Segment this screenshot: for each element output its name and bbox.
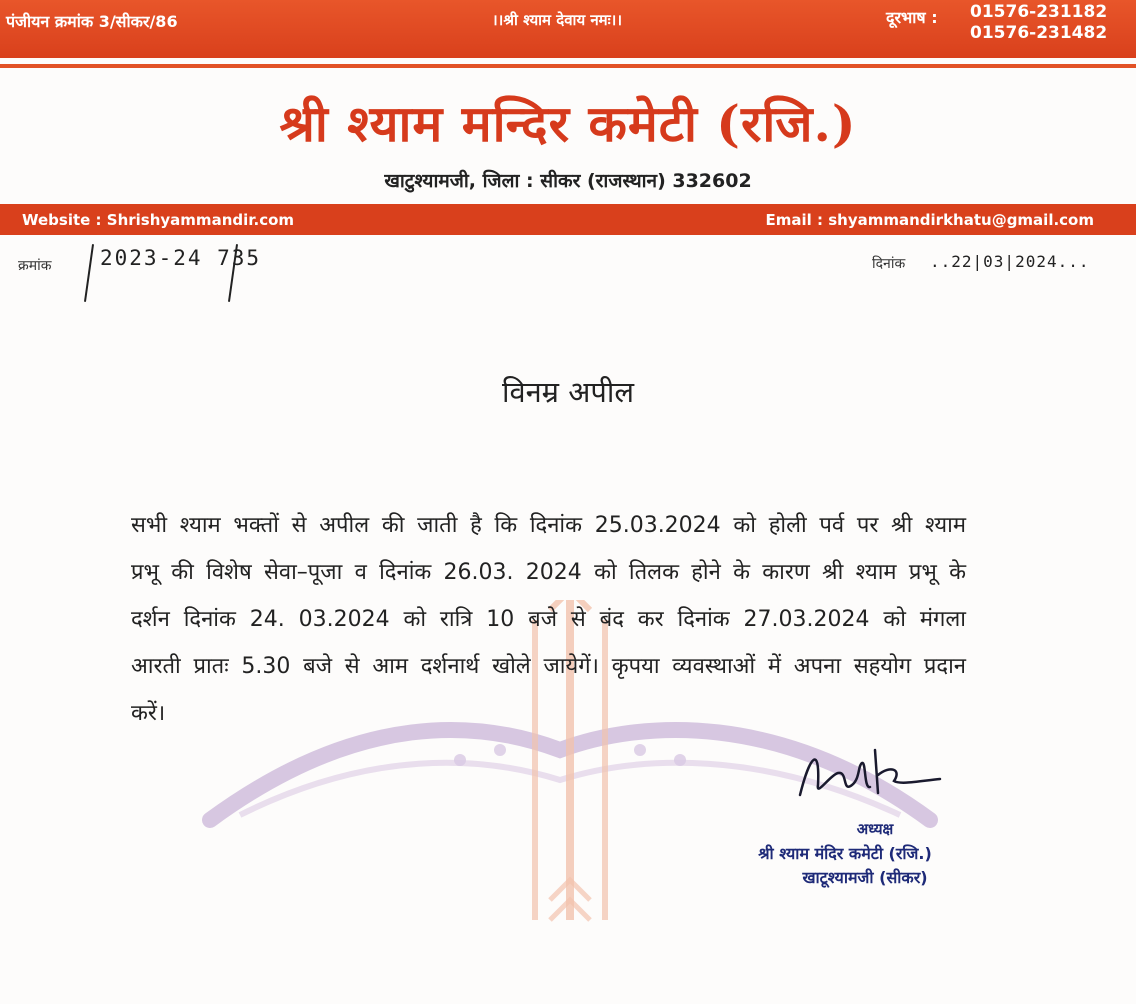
mantra: ।।श्री श्याम देवाय नमः।। <box>492 11 623 29</box>
contact-bar <box>0 204 1136 235</box>
header-bar <box>0 0 1136 58</box>
reference-number: 2023-24 735 <box>100 246 262 270</box>
signatory-block <box>700 818 990 890</box>
website: Website : Shrishyammandir.com <box>22 211 295 229</box>
signature <box>790 735 950 805</box>
email: Email : shyammandirkhatu@gmail.com <box>765 211 1094 229</box>
phone-number-1: 01576-231182 <box>970 2 1108 22</box>
organization-name: श्री श्याम मन्दिर कमेटी (रजि.) <box>279 94 857 153</box>
registration-number: पंजीयन क्रमांक 3/सीकर/86 <box>6 12 178 31</box>
phone-number-2: 01576-231482 <box>970 23 1108 43</box>
letter-date: ..22|03|2024... <box>930 252 1090 271</box>
signatory-committee: श्री श्याम मंदिर कमेटी (रजि.) <box>758 844 932 863</box>
phone-label: दूरभाष : <box>886 8 938 27</box>
ref-stroke-1 <box>84 244 94 302</box>
letter-body: सभी श्याम भक्तों से अपील की जाती है कि दिनांक 25.03.2024 को होली पर्व पर श्री श्याम प्रभू की विशेष सेवा–पूजा व दिनांक 26.03. 2024 को तिलक होने के कारण श्री श्याम प्रभू के दर्शन दिनांक 24. 03.2024 को रात्रि 10 बजे से बंद कर दिनांक 27.03.2024 को मंगला आरती प्रातः 5.30 बजे से आम दर्शनार्थ खोले जायेगें। कृपया व्यवस्थाओं में अपना सहयोग प्रदान करें। <box>131 513 966 726</box>
organization-address: खाटुश्यामजी, जिला : सीकर (राजस्थान) 332602 <box>384 170 752 192</box>
reference-label: क्रमांक <box>18 258 52 274</box>
signatory-place: खाटूश्यामजी (सीकर) <box>802 868 928 887</box>
date-label: दिनांक <box>872 256 906 272</box>
header-divider <box>0 64 1136 68</box>
letter-title: विनम्र अपील <box>501 375 635 409</box>
signatory-role: अध्यक्ष <box>856 820 894 838</box>
phone-numbers <box>970 2 1107 44</box>
